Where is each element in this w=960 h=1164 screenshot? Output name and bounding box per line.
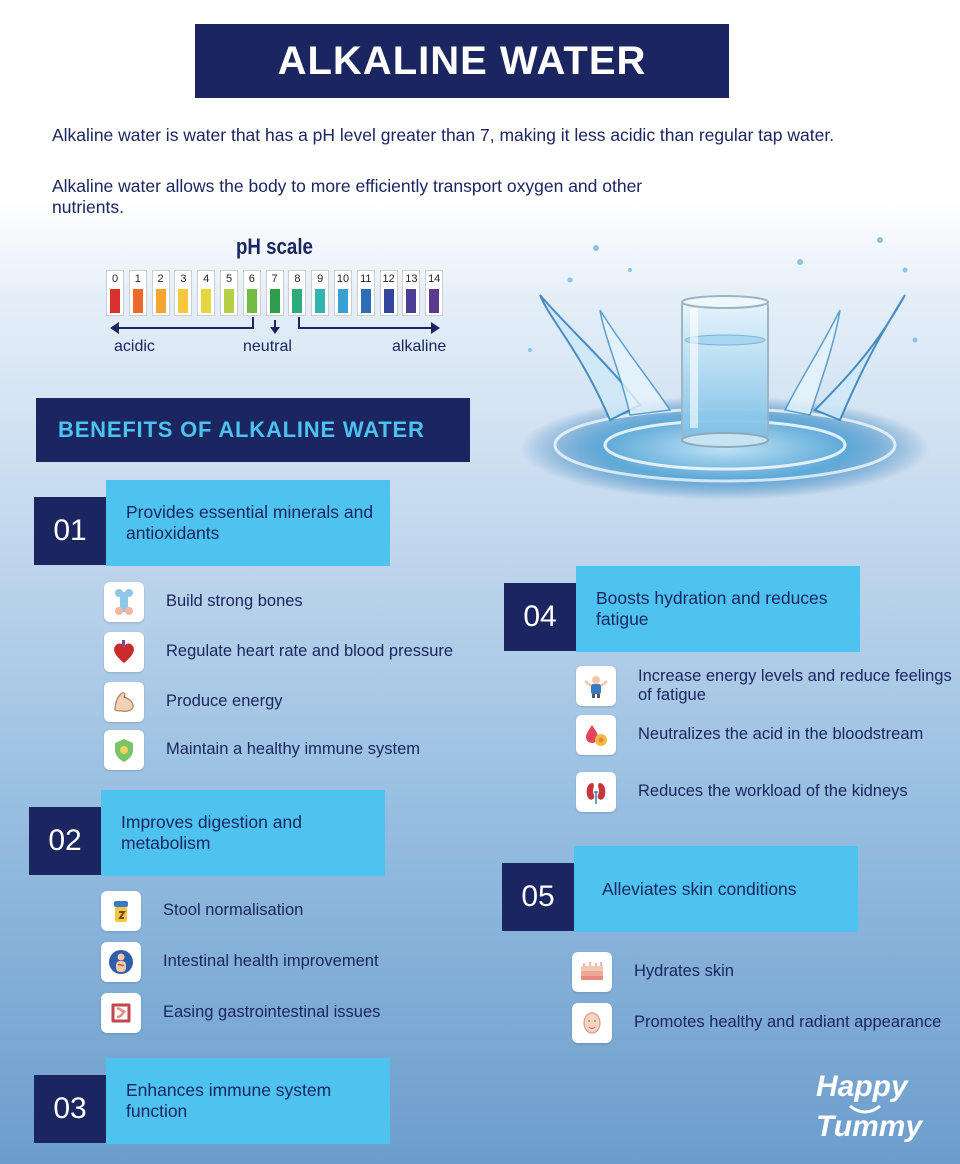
benefit-01-item-2-text: Regulate heart rate and blood pressure xyxy=(166,642,454,661)
benefit-01-item-4-text: Maintain a healthy immune system xyxy=(166,740,421,759)
ph-color-bar xyxy=(110,289,120,313)
ph-number: 2 xyxy=(157,273,164,285)
skin-layers-icon xyxy=(572,952,612,992)
acidic-arrow xyxy=(112,327,254,329)
ph-cell xyxy=(174,270,192,316)
ph-cell xyxy=(288,270,306,316)
benefit-02-number: 02 xyxy=(29,807,101,875)
title-banner xyxy=(195,24,729,98)
ph-cell xyxy=(402,270,420,316)
ph-color-bar xyxy=(361,289,371,313)
ph-color-bar xyxy=(156,289,166,313)
benefit-05-item-1 xyxy=(572,952,734,992)
logo-line-1: Happy xyxy=(816,1070,908,1103)
benefit-01-number: 01 xyxy=(34,497,106,565)
intestine-body-icon xyxy=(101,942,141,982)
ph-color-bar xyxy=(315,289,325,313)
ph-cell xyxy=(243,270,261,316)
benefit-04-bar xyxy=(576,566,860,652)
benefit-04-item-2 xyxy=(576,715,923,755)
ph-number: 9 xyxy=(317,273,324,285)
benefit-02-item-1-text: Stool normalisation xyxy=(163,901,304,920)
intro-paragraph-1: Alkaline water is water that has a pH level greater than 7, making it less acidic than regular tap water. xyxy=(52,125,835,145)
benefit-01-bar xyxy=(106,480,390,566)
alkaline-label: alkaline xyxy=(392,338,447,355)
neutral-label: neutral xyxy=(243,338,292,355)
benefit-01-item-2 xyxy=(104,632,453,672)
ph-number: 11 xyxy=(360,273,372,285)
logo-line-2: Tummy xyxy=(816,1110,923,1143)
benefit-05-item-2-text: Promotes healthy and radiant appearance xyxy=(634,1013,942,1032)
intro-paragraph-2: Alkaline water allows the body to more efficiently transport oxygen and other nutrients. xyxy=(52,176,643,217)
benefit-02-item-2 xyxy=(101,942,379,982)
ph-color-bar xyxy=(178,289,188,313)
acidic-label: acidic xyxy=(114,338,155,355)
benefit-02-text: Improves digestion and metabolism xyxy=(121,812,302,853)
benefit-03-number: 03 xyxy=(34,1075,106,1143)
happy-tummy-logo xyxy=(808,1066,938,1146)
ph-number: 1 xyxy=(134,273,141,285)
ph-number: 4 xyxy=(203,273,210,285)
ph-cell xyxy=(380,270,398,316)
benefit-04-number: 04 xyxy=(504,583,576,651)
ph-number: 13 xyxy=(405,273,418,285)
benefit-05-number: 05 xyxy=(502,863,574,931)
ph-color-bar xyxy=(224,289,234,313)
ph-cell xyxy=(106,270,124,316)
benefit-03-bar xyxy=(106,1058,390,1144)
ph-color-bar xyxy=(133,289,143,313)
benefits-header-banner xyxy=(36,398,470,462)
benefit-02-item-2-text: Intestinal health improvement xyxy=(163,952,379,971)
ph-number: 10 xyxy=(336,273,350,285)
bone-icon xyxy=(104,582,144,622)
benefit-05-bar xyxy=(574,846,858,932)
benefit-02-bar xyxy=(101,790,385,876)
ph-number: 6 xyxy=(248,273,255,285)
ph-number: 3 xyxy=(180,273,187,285)
ph-color-bar xyxy=(384,289,394,313)
ph-scale xyxy=(106,270,446,320)
water-glass-splash-illustration xyxy=(510,200,950,520)
ph-cell xyxy=(425,270,443,316)
benefit-01-text: Provides essential minerals and antioxidants xyxy=(126,502,374,543)
benefit-04-item-1-text: Increase energy levels and reduce feelings of fatigue xyxy=(638,666,952,704)
ph-color-bar xyxy=(247,289,257,313)
ph-number: 7 xyxy=(271,273,278,285)
ph-color-bar xyxy=(429,289,439,313)
ph-number: 8 xyxy=(294,273,301,285)
benefit-04-item-3 xyxy=(576,772,908,812)
benefit-01-item-3 xyxy=(104,682,283,722)
muscle-icon xyxy=(104,682,144,722)
ph-cell xyxy=(266,270,284,316)
benefit-01-item-1-text: Build strong bones xyxy=(166,592,303,611)
ph-number: 5 xyxy=(225,273,233,285)
ph-cell xyxy=(311,270,329,316)
page-title: ALKALINE WATER xyxy=(277,38,647,83)
ph-color-bar xyxy=(292,289,302,313)
benefits-header: BENEFITS OF ALKALINE WATER xyxy=(58,417,425,442)
benefit-04-item-2-text: Neutralizes the acid in the bloodstream xyxy=(638,725,924,744)
face-icon xyxy=(572,1003,612,1043)
benefit-01-item-3-text: Produce energy xyxy=(166,692,283,711)
immune-shield-icon xyxy=(104,730,144,770)
intestine-icon xyxy=(101,993,141,1033)
stool-icon xyxy=(101,891,141,931)
benefit-02-item-1 xyxy=(101,891,303,931)
benefit-04-item-1 xyxy=(576,666,960,706)
kidneys-icon xyxy=(576,772,616,812)
benefit-02-item-3 xyxy=(101,993,380,1033)
benefit-05-text: Alleviates skin conditions xyxy=(602,878,797,899)
ph-color-bar xyxy=(338,289,348,313)
ph-color-bar xyxy=(406,289,416,313)
neutral-arrow xyxy=(274,320,276,328)
ph-number: 0 xyxy=(111,273,119,285)
alkaline-arrow xyxy=(298,327,438,329)
ph-cell xyxy=(334,270,352,316)
benefit-01-item-1 xyxy=(104,582,303,622)
benefit-01-item-4 xyxy=(104,730,420,770)
ph-cell xyxy=(220,270,238,316)
blood-cells-icon xyxy=(576,715,616,755)
heart-icon xyxy=(104,632,144,672)
benefit-02-item-3-text: Easing gastrointestinal issues xyxy=(163,1003,381,1022)
benefit-05-item-2 xyxy=(572,1003,941,1043)
energetic-person-icon xyxy=(576,666,616,706)
ph-cell xyxy=(197,270,215,316)
ph-cell xyxy=(129,270,147,316)
ph-color-bar xyxy=(270,289,280,313)
ph-number: 14 xyxy=(428,273,441,285)
ph-cell xyxy=(357,270,375,316)
ph-number: 12 xyxy=(382,273,395,285)
benefit-03-text: Enhances immune system function xyxy=(126,1080,332,1121)
ph-scale-title: pH scale xyxy=(236,234,313,259)
benefit-05-item-1-text: Hydrates skin xyxy=(634,962,734,981)
ph-color-bar xyxy=(201,289,211,313)
ph-cell xyxy=(152,270,170,316)
benefit-04-text: Boosts hydration and reduces fatigue xyxy=(596,588,828,629)
benefit-04-item-3-text: Reduces the workload of the kidneys xyxy=(638,782,908,801)
